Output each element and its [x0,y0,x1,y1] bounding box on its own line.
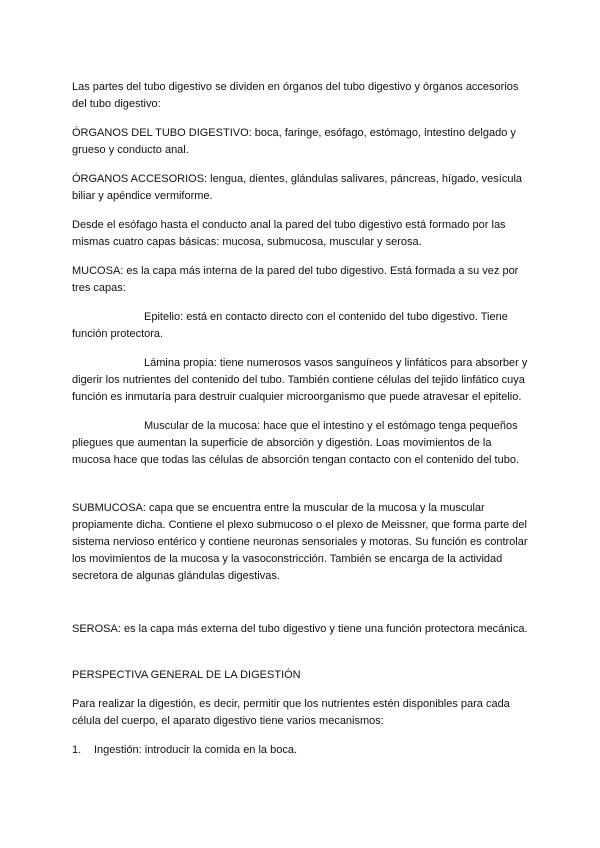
list-item [72,742,530,759]
document-page [72,79,530,759]
intro-paragraph: Las partes del tubo digestivo se dividen en órganos del tubo digestivo y órganos accesorios del tubo digestivo: [72,81,519,110]
capas-intro-paragraph: Desde el esófago hasta el conducto anal la pared del tubo digestivo está formado por las mismas cuatro capas básicas: mucosa, submucosa, muscular y serosa. [72,219,506,248]
submucosa-paragraph: SUBMUCOSA: capa que se encuentra entre la muscular de la mucosa y la muscular propiamente dicha. Contiene el plexo submucoso o el plexo de Meissner, que forma parte del sistema nervioso entérico y contiene neuronas sensoriales y motoras. Su función es controlar los movimientos de la mucosa y la vasoconstricción. También se encarga de la actividad secretora de algunas glándulas digestivas. [72,502,528,582]
list-item-text: Ingestión: introducir la comida en la boca. [94,744,298,756]
perspectiva-heading: PERSPECTIVA GENERAL DE LA DIGESTIÓN [72,669,301,681]
serosa-paragraph: SEROSA: es la capa más externa del tubo digestivo y tiene una función protectora mecánica. [72,623,528,635]
list-item-number: 1. [72,744,82,756]
epitelio-paragraph: Epitelio: está en contacto directo con el contenido del tubo digestivo. Tiene función protectora. [72,311,508,340]
digestion-intro-paragraph: Para realizar la digestión, es decir, permitir que los nutrientes estén disponibles para cada célula del cuerpo, el aparato digestivo tiene varios mecanismos: [72,698,510,727]
muscular-mucosa-paragraph: Muscular de la mucosa: hace que el intestino y el estómago tenga pequeños pliegues que aumentan la superficie de absorción y digestión. Loas movimientos de la mucosa hace que todas las células de absorción tengan contacto con el contenido del tubo. [72,420,520,466]
organos-tubo-paragraph: ÓRGANOS DEL TUBO DIGESTIVO: boca, faringe, esófago, estómago, intestino delgado y grueso y conducto anal. [72,127,516,156]
organos-accesorios-paragraph: ÓRGANOS ACCESORIOS: lengua, dientes, glándulas salivares, páncreas, hígado, vesícula biliar y apéndice vermiforme. [72,173,523,202]
lamina-propia-paragraph: Lámina propia: tiene numerosos vasos sanguíneos y linfáticos para absorber y digerir los nutrientes del contenido del tubo. También contiene células del tejido linfático cuya función es inmutaría para destruir cualquier microorganismo que puede atravesar el epitelio. [72,357,528,403]
mucosa-paragraph: MUCOSA: es la capa más interna de la pared del tubo digestivo. Está formada a su vez por tres capas: [72,265,519,294]
